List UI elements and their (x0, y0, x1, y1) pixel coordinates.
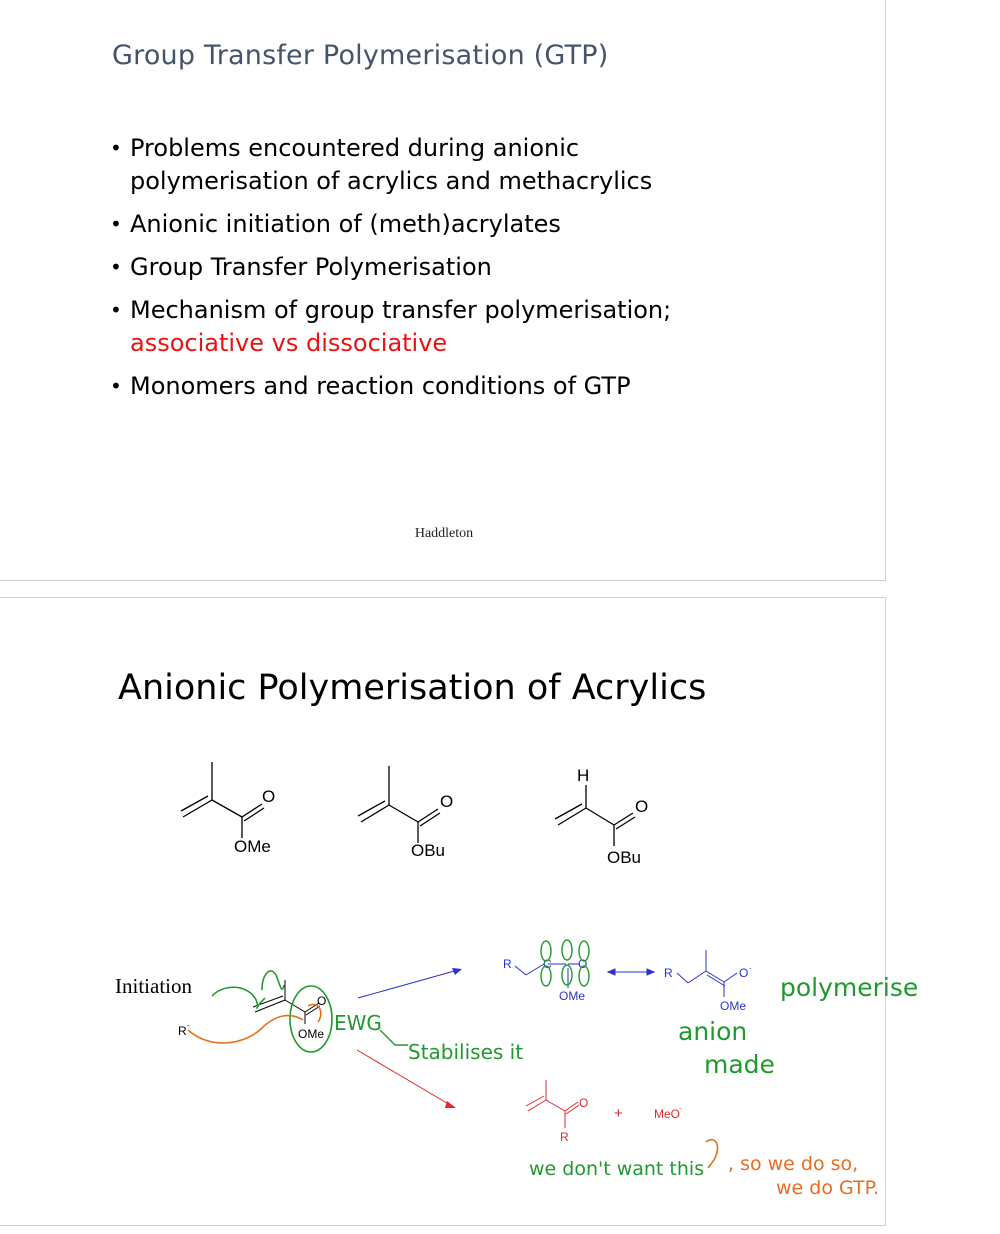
highlight-text: associative vs dissociative (130, 329, 448, 357)
ester-group-label: OBu (607, 848, 642, 867)
bullet-dot-icon: • (110, 212, 122, 236)
made-annotation: made (704, 1050, 775, 1079)
slide-footer: Haddleton (414, 526, 474, 541)
slide-2-title: Anionic Polymerisation of Acrylics (118, 668, 707, 708)
enolate-r-label: R (503, 957, 512, 971)
orange-pointer (706, 1140, 718, 1168)
methoxide-charge: - (679, 1104, 682, 1113)
green-curved-arrow (212, 987, 265, 1008)
initiator-charge: - (187, 1021, 190, 1030)
monomer-ba (555, 785, 635, 846)
bullet-dot-icon: • (110, 255, 122, 279)
green-circle (290, 986, 332, 1052)
carbonyl-o-label: O (635, 797, 649, 816)
bullet-dot-icon: • (110, 298, 122, 322)
we-do-gtp-annotation: we do GTP. (776, 1177, 880, 1199)
bullet-item: • Mechanism of group transfer polymerisation; associative vs dissociative (110, 296, 672, 357)
dont-want-annotation: we don't want this (529, 1158, 705, 1180)
blue-reaction-arrow (358, 968, 462, 998)
enolate-o-label: O (739, 966, 749, 980)
alpha-h-label: H (577, 766, 590, 785)
carbonyl-o-label: O (262, 787, 276, 806)
ester-group-label: OMe (234, 837, 271, 856)
green-scribble (262, 971, 284, 990)
initiation-label: Initiation (115, 974, 192, 998)
orange-mark (308, 1004, 321, 1022)
monomer-bma (358, 766, 440, 843)
bullet-item: • Group Transfer Polymerisation (110, 251, 730, 284)
bullet-dot-icon: • (110, 374, 122, 398)
ewg-annotation: EWG (334, 1011, 382, 1035)
orange-curved-arrow (188, 1016, 303, 1043)
side-product-ketone (526, 1080, 579, 1128)
enolate-c-label: C (543, 957, 552, 971)
methoxide-label: MeO (654, 1107, 681, 1121)
side-o-label: O (579, 1096, 589, 1110)
bullet-item: • Anionic initiation of (meth)acrylates (110, 208, 730, 241)
ester-group-label: OBu (411, 841, 446, 860)
bullet-item: • Monomers and reaction conditions of GTP (110, 370, 730, 403)
enolate-ome-label: OMe (720, 999, 747, 1013)
enolate-ome-label: OMe (559, 989, 586, 1003)
start-o-label: O (317, 994, 327, 1008)
resonance-arrow (608, 969, 654, 975)
stabilises-annotation: Stabilises it (408, 1040, 524, 1064)
monomer-mma (181, 762, 264, 838)
so-we-do-annotation: , so we do so, (728, 1153, 859, 1175)
enolate-o-label: O (578, 957, 588, 971)
start-ome-label: OMe (298, 1027, 325, 1041)
enolate-charge: - (749, 964, 752, 973)
side-r-label: R (560, 1130, 569, 1144)
enolate-right (677, 950, 737, 997)
slide-1-title: Group Transfer Polymerisation (GTP) (112, 40, 609, 71)
carbonyl-o-label: O (440, 792, 454, 811)
plus-sign: + (614, 1105, 623, 1122)
anion-annotation: anion (678, 1017, 748, 1046)
green-underline (380, 1030, 408, 1045)
bullet-dot-icon: • (110, 136, 122, 160)
polymerise-annotation: polymerise (780, 973, 919, 1002)
enolate-r-label: R (664, 966, 673, 980)
initiator-label: R (178, 1024, 187, 1038)
bullet-item: • Problems encountered during anionic polymerisation of acrylics and methacrylics (110, 134, 653, 195)
